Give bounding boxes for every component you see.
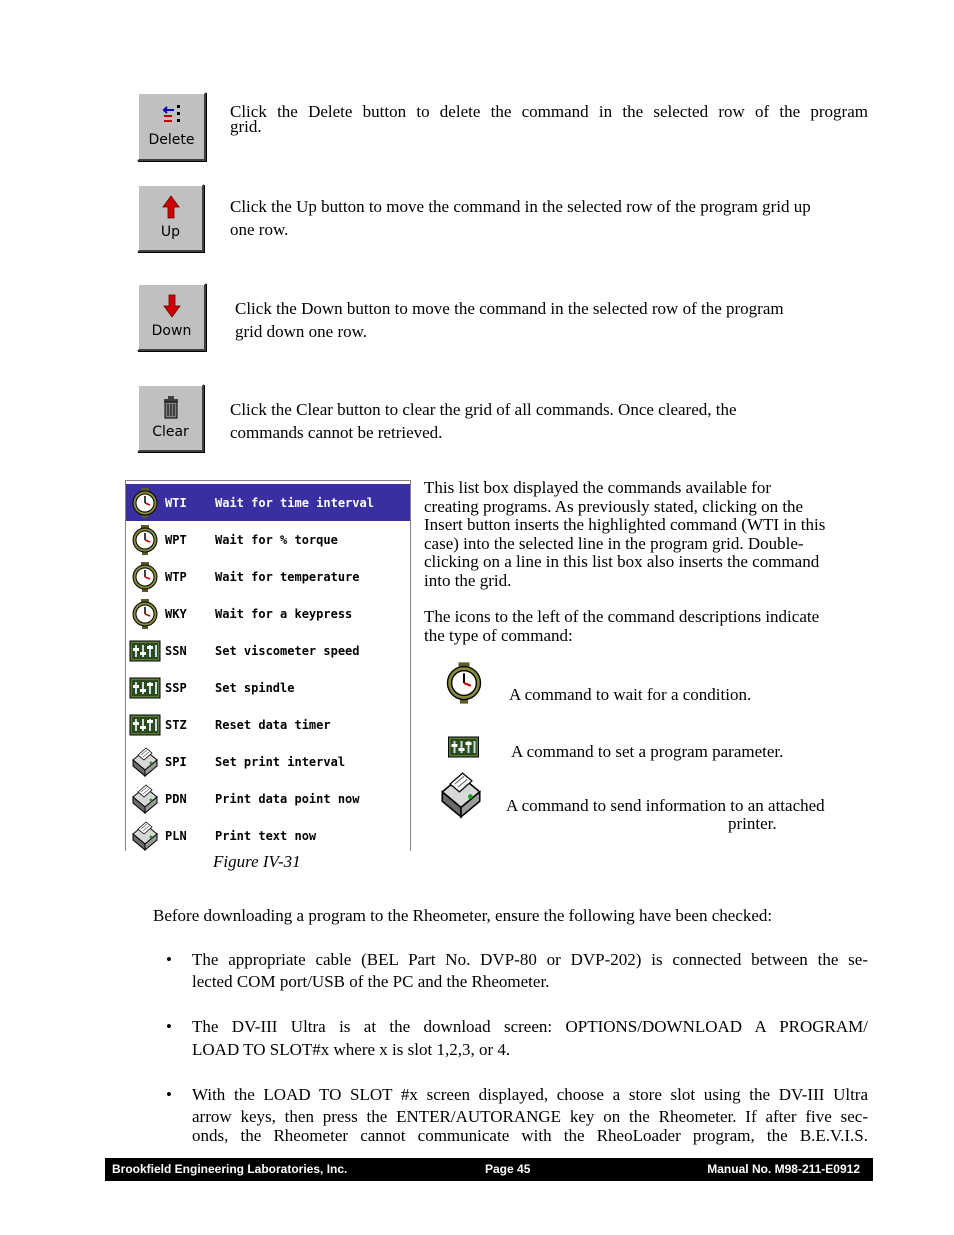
command-code: SPI	[165, 755, 187, 769]
list-item[interactable]	[126, 632, 410, 669]
up-description-line2: one row.	[230, 220, 289, 239]
figure-caption: Figure IV-31	[213, 852, 301, 871]
description-line: creating programs. As previously stated, clicking on the	[424, 496, 804, 516]
trash-icon	[139, 394, 202, 420]
delete-button[interactable]	[137, 92, 206, 161]
description-line: clicking on a line in this list box also inserts the command	[424, 552, 820, 571]
down-button-label: Down	[151, 323, 192, 339]
command-code: WPT	[165, 533, 187, 547]
bullet-text-line: lected COM port/USB of the PC and the Rheometer.	[192, 972, 550, 991]
down-description-line1: Click the Down button to move the command in the selected row of the program	[235, 299, 784, 318]
footer-manual-number: Manual No. M98-211-E0912	[707, 1162, 860, 1176]
description-line: into the grid.	[424, 570, 512, 590]
command-description: Set viscometer speed	[215, 644, 360, 658]
bullet-text-line: LOAD TO SLOT#x where x is slot 1,2,3, or 4.	[192, 1040, 511, 1059]
stopwatch-icon	[129, 561, 161, 593]
clear-button[interactable]	[137, 384, 204, 452]
legend-print-text-line1: A command to send information to an attached	[506, 796, 825, 815]
footer-company: Brookfield Engineering Laboratories, Inc.	[112, 1162, 348, 1176]
delete-description-line1: Click the Delete button to delete the command in the selected row of the program	[230, 102, 868, 121]
stopwatch-icon	[129, 487, 161, 519]
listbox-description	[424, 479, 825, 645]
list-item[interactable]	[126, 595, 410, 632]
description-line: This list box displayed the commands available for	[424, 478, 772, 497]
command-description: Print data point now	[215, 792, 360, 806]
command-description: Wait for time interval	[215, 496, 374, 510]
up-button-label: Up	[160, 224, 181, 240]
command-description: Wait for a keypress	[215, 607, 353, 621]
legend-set-text: A command to set a program parameter.	[511, 742, 784, 761]
down-arrow-icon	[139, 293, 204, 319]
list-item[interactable]	[126, 817, 410, 851]
intro-paragraph: Before downloading a program to the Rheometer, ensure the following have been checked:	[153, 906, 773, 925]
down-description-line2: grid down one row.	[235, 322, 368, 341]
command-code: SSP	[165, 681, 187, 695]
clear-description-line1: Click the Clear button to clear the grid of all commands. Once cleared, the	[230, 400, 737, 419]
printer-icon	[129, 820, 161, 851]
list-item[interactable]	[126, 484, 410, 521]
bullet-text-line: With the LOAD TO SLOT #x screen displayed, choose a store slot using the DV-III Ultra	[192, 1085, 868, 1104]
description-line: The icons to the left of the command descriptions indicate	[424, 607, 820, 626]
command-description: Set print interval	[215, 755, 346, 769]
command-code: SSN	[165, 644, 187, 658]
up-button[interactable]	[137, 184, 204, 252]
command-code: PDN	[165, 792, 187, 806]
sliders-icon	[129, 709, 161, 741]
delete-description-line2: grid.	[230, 117, 262, 136]
up-description-line1: Click the Up button to move the command in the selected row of the program grid up	[230, 197, 811, 216]
command-list-box[interactable]	[125, 480, 411, 851]
command-description: Wait for temperature	[215, 570, 360, 584]
bullet-text-line: The appropriate cable (BEL Part No. DVP-80 or DVP-202) is connected between the se-	[192, 950, 868, 969]
command-code: STZ	[165, 718, 187, 732]
command-description: Set spindle	[215, 681, 295, 695]
sliders-icon	[129, 672, 161, 704]
bullet-text-line: onds, the Rheometer cannot communicate with the RheoLoader program, the B.E.V.I.S.	[192, 1126, 868, 1145]
command-code: WKY	[165, 607, 187, 621]
stopwatch-icon	[442, 660, 486, 706]
sliders-icon	[129, 635, 161, 667]
command-description: Reset data timer	[215, 718, 331, 732]
description-line: the type of command:	[424, 625, 573, 645]
clear-button-label: Clear	[152, 424, 189, 440]
delete-icon	[139, 102, 204, 128]
up-arrow-icon	[139, 194, 202, 220]
description-line: Insert button inserts the highlighted command (WTI in this	[424, 515, 826, 534]
command-code: WTI	[165, 496, 187, 510]
command-description: Wait for % torque	[215, 533, 338, 547]
description-line: case) into the selected line in the program grid. Double-	[424, 533, 804, 553]
command-description: Print text now	[215, 829, 317, 843]
page-footer	[105, 1158, 873, 1181]
bullet-text-line: The DV-III Ultra is at the download screen: OPTIONS/DOWNLOAD A PROGRAM/	[192, 1017, 868, 1036]
footer-page-number: Page 45	[485, 1162, 531, 1176]
legend-wait-text: A command to wait for a condition.	[509, 685, 752, 704]
bullet-dot: •	[166, 950, 172, 969]
printer-icon	[129, 783, 161, 815]
list-item[interactable]	[126, 780, 410, 817]
bullet-dot: •	[166, 1085, 172, 1104]
stopwatch-icon	[129, 598, 161, 630]
stopwatch-icon	[129, 524, 161, 556]
list-item[interactable]	[126, 521, 410, 558]
sliders-icon	[442, 731, 485, 763]
clear-description-line2: commands cannot be retrieved.	[230, 423, 443, 442]
printer-icon	[436, 770, 486, 820]
list-item[interactable]	[126, 706, 410, 743]
bullet-text-line: arrow keys, then press the ENTER/AUTORANGE key on the Rheometer. If after five sec-	[192, 1107, 868, 1126]
bullet-dot: •	[166, 1017, 172, 1036]
list-item[interactable]	[126, 743, 410, 780]
list-item[interactable]	[126, 558, 410, 595]
delete-button-label: Delete	[148, 132, 195, 148]
legend-print-text-line2: printer.	[728, 814, 777, 833]
command-code: WTP	[165, 570, 187, 584]
list-item[interactable]	[126, 669, 410, 706]
printer-icon	[129, 746, 161, 778]
down-button[interactable]	[137, 283, 206, 351]
command-code: PLN	[165, 829, 187, 843]
